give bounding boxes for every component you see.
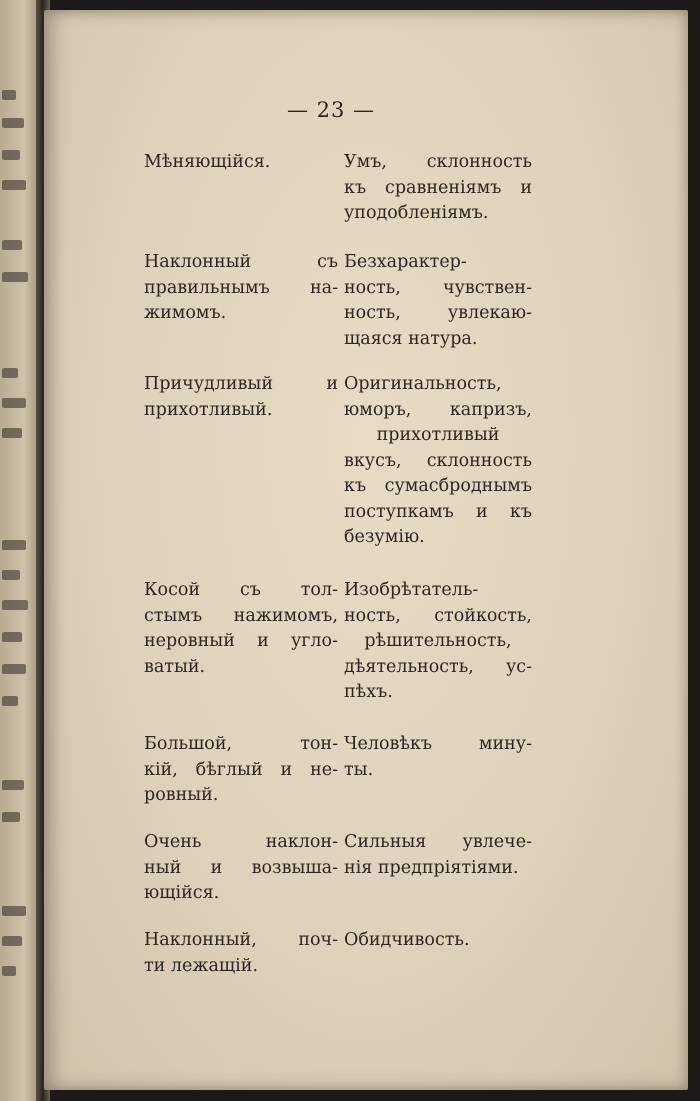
text-line: Оригинальность, [344,374,502,394]
book-page [44,10,688,1090]
entry-2-trait [144,250,338,327]
text-line: неровный и угло- [144,631,338,651]
entry-3-meaning [344,372,532,551]
text-line: нія предпріятіями. [344,857,519,878]
entry-7-meaning [344,928,532,954]
text-line: Сильныя увлече- [344,832,532,852]
text-line: ющійся. [144,883,220,903]
text-line: Изобрѣтатель- [344,580,479,600]
entry-5-meaning [344,732,532,783]
text-line: ность, увлекаю- [344,303,532,323]
text-line: ровный. [144,785,219,805]
entry-2-meaning [344,250,532,352]
text-line: прихотливый. [144,399,273,420]
text-line: пѣхъ. [344,682,393,702]
text-line: жимомъ. [144,303,227,323]
text-line: дѣятельность, ус- [344,656,532,677]
entry-1-meaning [344,150,532,227]
text-line: Человѣкъ мину- [344,734,532,754]
page-number: — 23 — [286,98,376,122]
text-line: ти лежащій. [144,955,259,976]
text-line: ность, стойкость, [344,605,532,626]
text-line: безумію. [344,527,425,547]
entry-6-trait [144,830,338,907]
text-line: къ сумасброднымъ [344,476,532,496]
text-line: кій, бѣглый и не- [144,759,338,780]
entry-4-meaning [344,578,532,706]
text-line: щаяся натура. [344,328,478,349]
entry-7-trait [144,928,338,979]
text-line: Обидчивость. [344,930,470,950]
text-line: поступкамъ и къ [344,501,532,522]
text-line: рѣшительность, [364,631,512,651]
text-line: ты. [344,759,374,780]
text-line: Безхарактер- [344,252,467,272]
text-line: уподобленіямъ. [344,203,489,223]
text-line: къ сравненіямъ и [344,177,532,198]
text-line: Мѣняющійся. [144,152,271,172]
entry-6-meaning [344,830,532,881]
text-line: юморъ, капризъ, [344,399,532,420]
entry-4-trait [144,578,338,680]
text-line: Причудливый и [144,374,338,394]
text-line: Очень наклон- [144,832,338,852]
text-line: Наклонный съ [144,252,338,272]
text-line: стымъ нажимомъ, [144,605,338,626]
text-line: вкусъ, склонность [344,450,532,471]
text-line: Умъ, склонность [344,152,532,172]
entry-3-trait [144,372,338,423]
text-line: Большой, тон- [144,734,338,754]
text-line: правильнымъ на- [144,277,338,298]
text-line: ватый. [144,656,206,677]
text-line: прихотливый [376,425,500,445]
text-line: Наклонный, поч- [144,930,338,950]
entry-1-trait [144,150,338,176]
text-line: Косой съ тол- [144,580,338,600]
text-line: ность, чувствен- [344,277,532,298]
text-line: ный и возвыша- [144,857,338,878]
entry-5-trait [144,732,338,809]
